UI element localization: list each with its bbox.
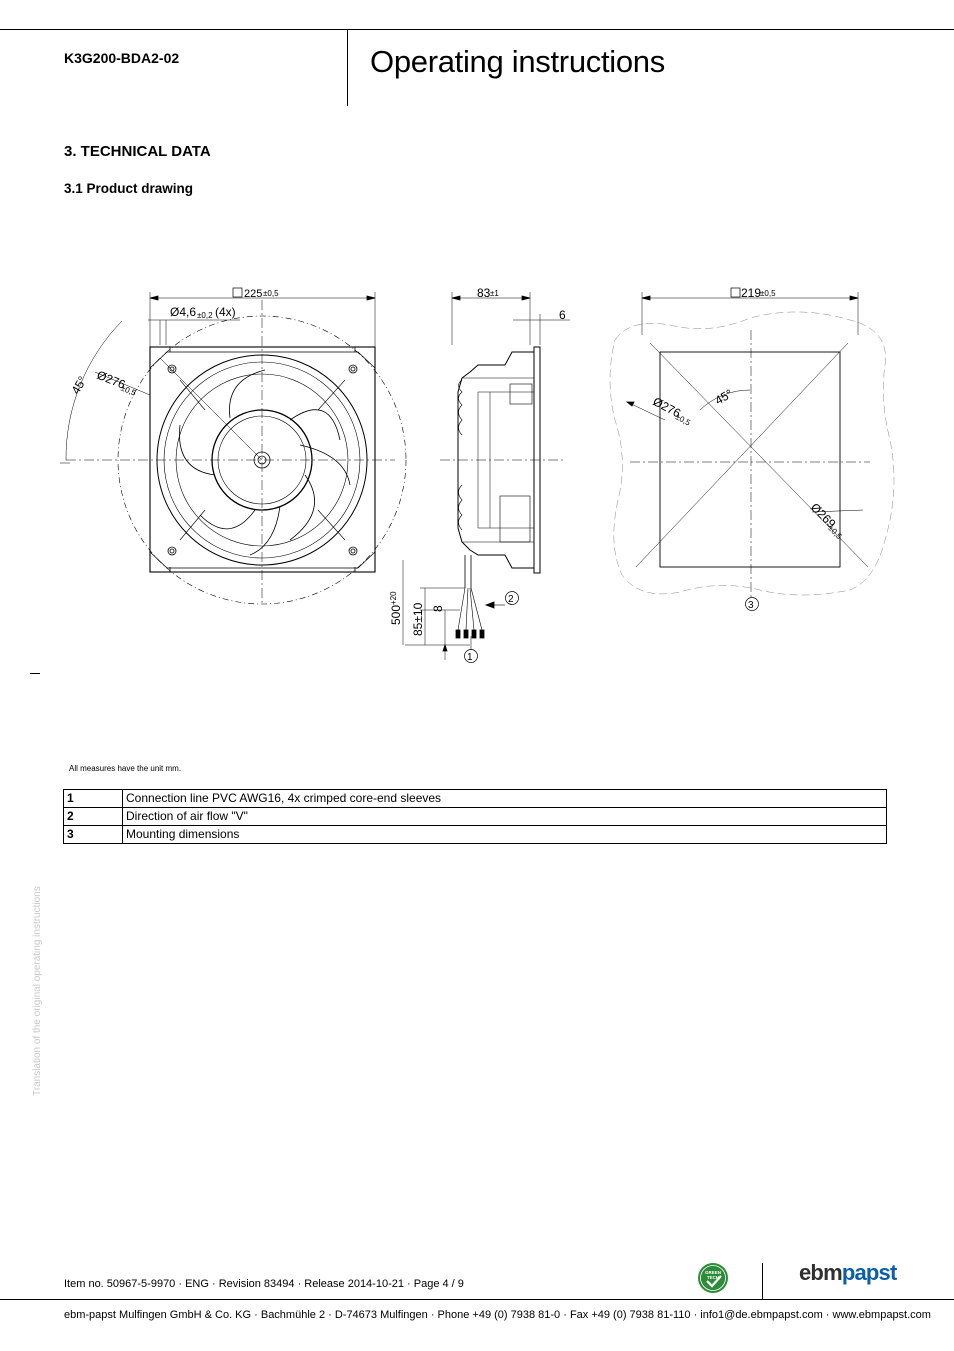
units-note: All measures have the unit mm.	[69, 764, 182, 773]
logo-part-2: papst	[841, 1260, 897, 1285]
dim-hole-count: (4x)	[215, 305, 236, 319]
dim-mount-width-tol: ±0,5	[760, 289, 776, 298]
legend-table	[63, 789, 887, 844]
dim-mount-width: 219	[741, 286, 762, 300]
dim-flange: 6	[559, 308, 566, 322]
table-row	[64, 808, 887, 826]
dim-hole-tol: ±0,2	[197, 311, 213, 320]
dim-strip-small: 8	[431, 605, 445, 612]
dim-dia-left-tol: ±0,5	[119, 383, 138, 398]
logo-divider	[762, 1263, 763, 1300]
company-footer: ebm-papst Mulfingen GmbH & Co. KG · Bachmühle 2 · D-74673 Mulfingen · Phone +49 (0) 7938 81-0 · Fax +49 (0) 7938 81-110 · info1@de.ebmpapst.com · www.ebmpapst.com	[64, 1309, 931, 1321]
badge-line-2: TECH	[706, 1275, 720, 1280]
logo-part-1: ebm	[799, 1260, 842, 1285]
legend-text: Direction of air flow "V"	[123, 808, 887, 826]
dim-side-depth-tol: ±1	[490, 289, 499, 298]
legend-number: 3	[64, 826, 123, 844]
dim-angle-left: 45°	[68, 373, 90, 397]
section-heading: 3. TECHNICAL DATA	[64, 143, 211, 160]
callout-3: 3	[748, 600, 754, 611]
page-title: Operating instructions	[370, 44, 665, 79]
legend-number: 1	[64, 790, 123, 808]
callout-1: 1	[467, 652, 473, 663]
dim-side-depth: 83	[477, 286, 491, 300]
legend-text: Mounting dimensions	[123, 826, 887, 844]
legend-number: 2	[64, 808, 123, 826]
table-row	[64, 790, 887, 808]
dim-dia-inner-tol: ±0,5	[826, 523, 844, 541]
legend-text: Connection line PVC AWG16, 4x crimped core-end sleeves	[123, 790, 887, 808]
model-number: K3G200-BDA2-02	[64, 50, 180, 66]
dim-strip-len: 85±10	[411, 602, 425, 636]
item-info: Item no. 50967-5-9970 · ENG · Revision 83494 · Release 2014-10-21 · Page 4 / 9	[64, 1278, 464, 1290]
footer-rule	[0, 1299, 954, 1300]
dim-angle-right: 45°	[712, 386, 736, 408]
green-tech-badge-icon	[697, 1262, 729, 1294]
dim-cable-len-tol: +20	[389, 591, 398, 605]
dim-hole-dia: Ø4,6	[170, 305, 197, 319]
dim-dia-right-tol: ±0,5	[673, 412, 692, 428]
dim-dia-left: Ø276	[94, 367, 128, 392]
brand-logo	[799, 1260, 897, 1286]
dim-front-width: 225	[244, 288, 263, 300]
callout-2: 2	[508, 594, 514, 605]
badge-line-1: GREEN	[704, 1270, 722, 1275]
section-subheading: 3.1 Product drawing	[64, 181, 194, 196]
dim-dia-inner: Ø269	[807, 500, 839, 531]
dim-front-width-tol: ±0,5	[263, 289, 279, 298]
dim-dia-right: Ø276	[650, 394, 684, 421]
translation-note: Translation of the original operating instructions	[32, 886, 43, 1096]
margin-mark	[30, 673, 40, 674]
table-row	[64, 826, 887, 844]
dim-cable-len: 500	[389, 604, 403, 625]
